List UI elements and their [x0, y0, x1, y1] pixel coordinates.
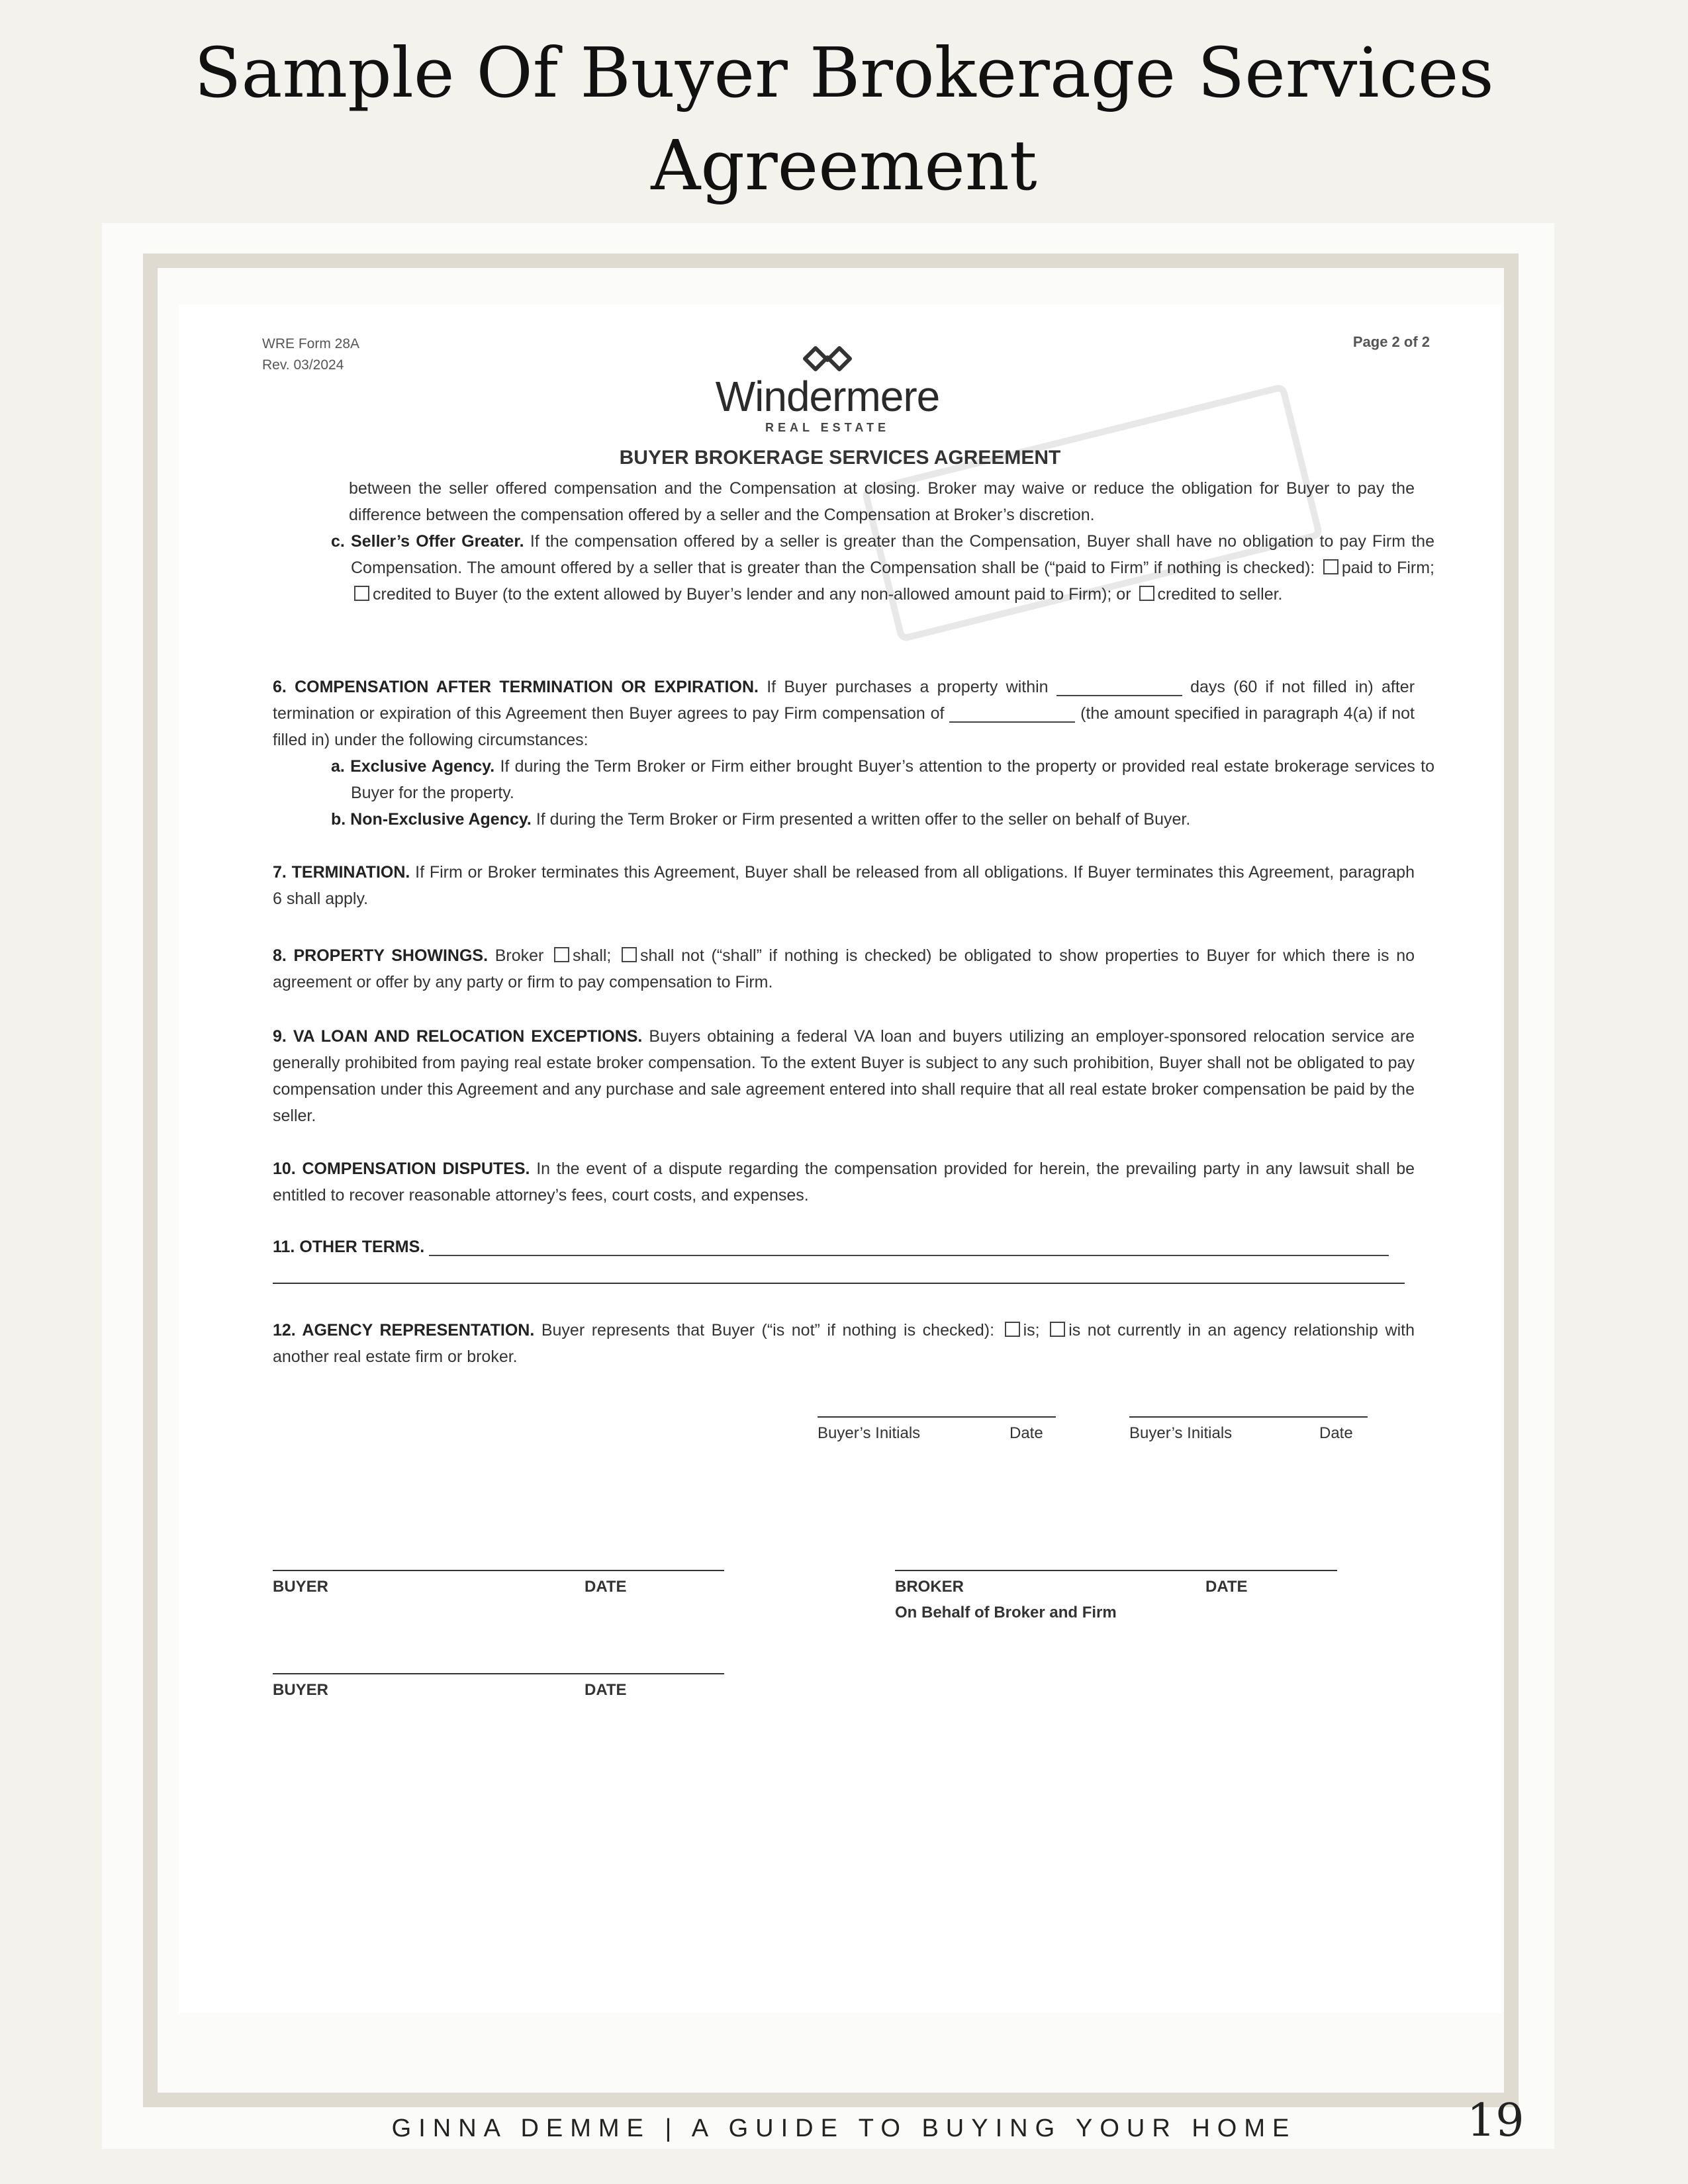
- buyer-signature-line-1[interactable]: [273, 1570, 724, 1571]
- section-6-heading: 6. COMPENSATION AFTER TERMINATION OR EXPIRATION.: [273, 678, 759, 696]
- credited-to-buyer-checkbox[interactable]: [354, 586, 369, 601]
- broker-on-behalf-label: On Behalf of Broker and Firm: [895, 1604, 1117, 1621]
- buyer-initials-line-1[interactable]: [818, 1416, 1056, 1418]
- page-title-line-2: Agreement: [651, 125, 1037, 206]
- section-6-text-3: (the amount specified in paragraph 4(a) if not filled in) under the following circumstances:: [273, 704, 1415, 749]
- page-label: Page 2 of 2: [1352, 334, 1430, 350]
- section-6-text-2: days (60 if not filled in) after termination or expiration of this Agreement then Buyer agrees to pay Firm compensation of: [273, 678, 1415, 723]
- buyer-initials-label-1: Buyer’s Initials: [818, 1424, 921, 1442]
- logo-wordmark: Windermere: [715, 373, 940, 420]
- credited-to-seller-checkbox[interactable]: [1139, 586, 1154, 601]
- section-12-text-2: is;: [1023, 1321, 1040, 1340]
- agreement-title: BUYER BROKERAGE SERVICES AGREEMENT: [619, 447, 1061, 469]
- section-6b: [331, 806, 1434, 833]
- days-field[interactable]: [1056, 678, 1182, 696]
- section-6-text-1: If Buyer purchases a property within: [767, 678, 1049, 696]
- paid-to-firm-checkbox[interactable]: [1323, 559, 1338, 574]
- is-checkbox[interactable]: [1005, 1322, 1020, 1337]
- section-12: [273, 1317, 1415, 1370]
- broker-signature-line[interactable]: [895, 1570, 1337, 1571]
- paid-to-firm-label: paid to Firm;: [1341, 559, 1434, 577]
- logo-subtitle: REAL ESTATE: [765, 421, 890, 434]
- section-10-text: In the event of a dispute regarding the compensation provided for herein, the prevailing party in any lawsuit shall be entitled to recover reasonable attorney’s fees, court costs, and expenses.: [273, 1160, 1415, 1205]
- other-terms-line-1[interactable]: [429, 1238, 1389, 1256]
- broker-label: BROKER: [895, 1578, 964, 1596]
- section-11: [273, 1234, 1415, 1260]
- section-6a-text: If during the Term Broker or Firm either brought Buyer’s attention to the property or provided real estate brokerage services to Buyer for the property.: [351, 757, 1434, 802]
- page-title-line-1: Sample Of Buyer Brokerage Services: [194, 32, 1494, 113]
- is-not-checkbox[interactable]: [1050, 1322, 1065, 1337]
- section-8: [273, 942, 1415, 995]
- buyer-initials-line-2[interactable]: [1129, 1416, 1368, 1418]
- section-12-text-1: Buyer represents that Buyer (“is not” if nothing is checked):: [541, 1321, 995, 1340]
- section-5c: [331, 528, 1434, 608]
- buyer-label-2: BUYER: [273, 1681, 329, 1699]
- section-8-text-1: Broker: [494, 946, 544, 965]
- other-terms-line-2[interactable]: [273, 1283, 1405, 1284]
- section-7: [273, 859, 1415, 912]
- section-10-heading: 10. COMPENSATION DISPUTES.: [273, 1160, 530, 1178]
- section-9-text: Buyers obtaining a federal VA loan and buyers utilizing an employer-sponsored relocation service are generally prohibited from paying real estate broker compensation. To the extent Buyer is subject to any such prohibition, Buyer shall not be obligated to pay compensation under this Agreement and any purchase and sale agreement entered into shall require that all real estate broker compensation be paid by the seller.: [273, 1027, 1415, 1125]
- section-7-heading: 7. TERMINATION.: [273, 863, 410, 882]
- initials-date-label-1: Date: [1009, 1424, 1043, 1442]
- section-12-heading: 12. AGENCY REPRESENTATION.: [273, 1321, 535, 1340]
- section-6b-text: If during the Term Broker or Firm presented a written offer to the seller on behalf of Buyer.: [536, 810, 1191, 829]
- credited-to-buyer-label: credited to Buyer (to the extent allowed by Buyer’s lender and any non-allowed amount paid to Firm); or: [373, 585, 1131, 604]
- section-6b-heading: b. Non-Exclusive Agency.: [331, 810, 532, 829]
- buyer-signature-line-2[interactable]: [273, 1673, 724, 1674]
- section-6: [273, 674, 1415, 753]
- initials-date-label-2: Date: [1319, 1424, 1353, 1442]
- windermere-logo-icon: [801, 344, 854, 373]
- section-5b-continuation: between the seller offered compensation and the Compensation at closing. Broker may waive or reduce the obligation for Buyer to pay the difference between the compensation offered by a seller and the Compensation at Broker’s discretion.: [349, 479, 1415, 524]
- form-revision: Rev. 03/2024: [262, 357, 344, 373]
- form-id: WRE Form 28A: [262, 336, 360, 351]
- shall-not-checkbox[interactable]: [622, 947, 637, 962]
- compensation-amount-field[interactable]: [949, 704, 1075, 723]
- page-number: 19: [1467, 2095, 1524, 2147]
- windermere-logo: [655, 344, 1000, 435]
- section-9-heading: 9. VA LOAN AND RELOCATION EXCEPTIONS.: [273, 1027, 643, 1046]
- buyer-initials-label-2: Buyer’s Initials: [1129, 1424, 1233, 1442]
- agreement-document: [179, 304, 1501, 2013]
- buyer-date-label-1: DATE: [585, 1578, 627, 1596]
- shall-checkbox[interactable]: [554, 947, 569, 962]
- section-5c-heading: c. Seller’s Offer Greater.: [331, 532, 524, 551]
- credited-to-seller-label: credited to seller.: [1157, 585, 1283, 604]
- form-header-left: [262, 334, 359, 376]
- section-8-text-2: shall;: [573, 946, 612, 965]
- page-title: [0, 26, 1688, 212]
- buyer-date-label-2: DATE: [585, 1681, 627, 1699]
- section-8-text-3: shall not (“shall” if nothing is checked) be obligated to show properties to Buyer for which there is no agreement or offer by any party or firm to pay compensation to Firm.: [273, 946, 1415, 991]
- section-8-heading: 8. PROPERTY SHOWINGS.: [273, 946, 489, 965]
- section-7-text: If Firm or Broker terminates this Agreement, Buyer shall be released from all obligations. If Buyer terminates this Agreement, paragraph 6 shall apply.: [273, 863, 1415, 908]
- section-10: [273, 1156, 1415, 1208]
- section-6a: [331, 753, 1434, 806]
- section-12-text-3: is not currently in an agency relationship with another real estate firm or broker.: [273, 1321, 1415, 1366]
- broker-date-label: DATE: [1205, 1578, 1248, 1596]
- page-footer: GINNA DEMME | A GUIDE TO BUYING YOUR HOME: [391, 2115, 1297, 2142]
- section-9: [273, 1023, 1415, 1129]
- section-11-heading: 11. OTHER TERMS.: [273, 1238, 425, 1256]
- section-5c-text: If the compensation offered by a seller is greater than the Compensation, Buyer shall have no obligation to pay Firm the Compensation. The amount offered by a seller that is greater than the Compensation shall be (“paid to Firm” if nothing is checked):: [351, 532, 1434, 577]
- buyer-label-1: BUYER: [273, 1578, 329, 1596]
- section-6a-heading: a. Exclusive Agency.: [331, 757, 495, 776]
